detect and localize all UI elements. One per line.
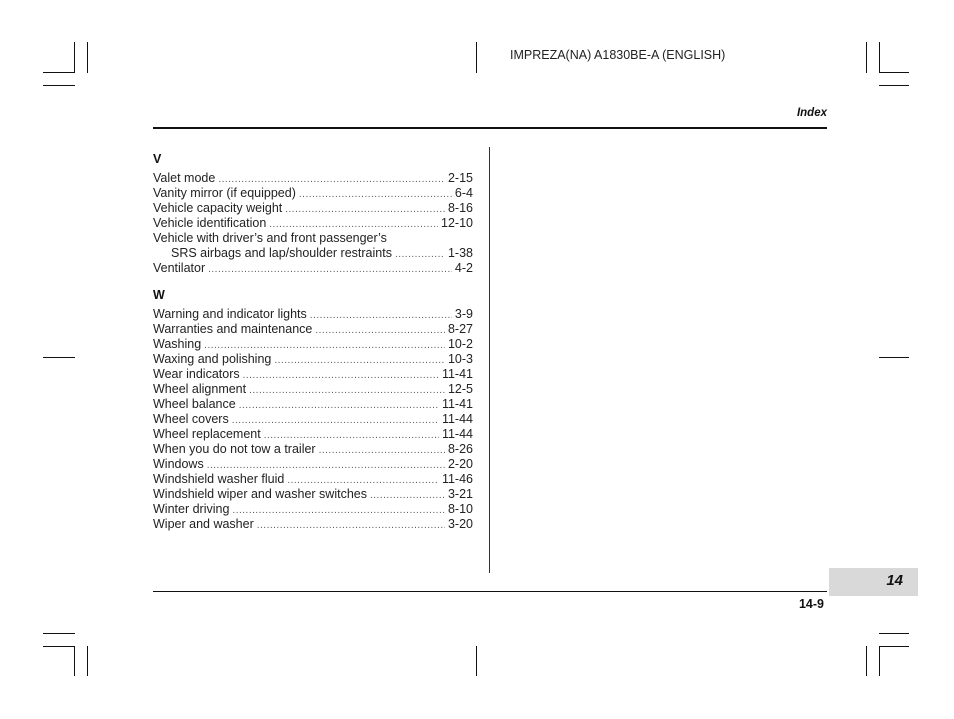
crop-mark — [74, 42, 75, 73]
index-entry — [153, 322, 473, 337]
index-page-ref: 1-38 — [447, 246, 473, 260]
crop-mark — [43, 646, 75, 647]
index-term: Windshield wiper and washer switches — [153, 487, 367, 501]
index-term: Washing — [153, 337, 202, 351]
index-term: Wiper and washer — [153, 517, 254, 531]
dot-leader — [208, 262, 452, 277]
index-term: Wheel replacement — [153, 427, 261, 441]
dot-leader — [274, 353, 445, 368]
dot-leader — [315, 323, 445, 338]
index-term: Waxing and polishing — [153, 352, 272, 366]
index-entry — [153, 216, 473, 231]
dot-leader — [269, 217, 438, 232]
index-page-ref: 3-9 — [454, 307, 473, 321]
index-entry — [153, 487, 473, 502]
index-entry — [153, 457, 473, 472]
index-page-ref: 8-26 — [447, 442, 473, 456]
index-term: Warranties and maintenance — [153, 322, 313, 336]
dot-leader — [232, 413, 439, 428]
index-page-ref: 3-21 — [447, 487, 473, 501]
index-entry — [153, 352, 473, 367]
index-page-ref: 11-41 — [441, 397, 473, 411]
index-term: Vehicle capacity weight — [153, 201, 283, 215]
index-page-ref: 8-27 — [447, 322, 473, 336]
crop-mark — [43, 357, 75, 358]
index-term: When you do not tow a trailer — [153, 442, 316, 456]
index-page-ref: 11-41 — [441, 367, 473, 381]
footer-rule — [153, 591, 827, 592]
index-page-ref: 12-5 — [447, 382, 473, 396]
index-entry — [153, 442, 473, 457]
index-entry — [153, 397, 473, 412]
dot-leader — [249, 383, 445, 398]
index-column — [153, 152, 473, 532]
dot-leader — [319, 443, 445, 458]
document-code: IMPREZA(NA) A1830BE-A (ENGLISH) — [510, 48, 726, 62]
index-entry — [153, 261, 473, 276]
dot-leader — [264, 428, 439, 443]
chapter-number: 14 — [886, 572, 903, 589]
dot-leader — [239, 398, 439, 413]
index-term: Wear indicators — [153, 367, 240, 381]
crop-mark — [476, 646, 477, 676]
index-page-ref: 6-4 — [454, 186, 473, 200]
index-term: Windows — [153, 457, 204, 471]
index-entry — [153, 517, 473, 532]
dot-leader — [207, 458, 445, 473]
index-term: Valet mode — [153, 171, 216, 185]
dot-leader — [370, 488, 445, 503]
dot-leader — [232, 503, 445, 518]
index-term: Vanity mirror (if equipped) — [153, 186, 296, 200]
index-entry — [153, 171, 473, 186]
index-term: Windshield washer fluid — [153, 472, 285, 486]
index-entry — [153, 367, 473, 382]
page-number: 14-9 — [798, 597, 824, 611]
index-term-continued: SRS airbags and lap/shoulder restraints — [171, 246, 392, 260]
index-entry — [153, 382, 473, 397]
crop-mark — [866, 42, 867, 73]
index-page-ref: 2-20 — [447, 457, 473, 471]
dot-leader — [287, 473, 439, 488]
index-entry — [153, 307, 473, 322]
index-letter-w: W — [153, 288, 165, 302]
crop-mark — [43, 72, 75, 73]
crop-mark — [879, 85, 909, 86]
index-page-ref: 4-2 — [454, 261, 473, 275]
index-page-ref: 11-46 — [441, 472, 473, 486]
index-term: Wheel covers — [153, 412, 229, 426]
chapter-tab — [829, 568, 918, 596]
dot-leader — [299, 187, 452, 202]
index-page-ref: 10-2 — [447, 337, 473, 351]
index-page-ref: 11-44 — [441, 427, 473, 441]
index-entry — [153, 427, 473, 442]
crop-mark — [43, 85, 75, 86]
crop-mark — [879, 646, 880, 676]
crop-mark — [74, 646, 75, 676]
index-term: Winter driving — [153, 502, 230, 516]
index-page-ref: 8-16 — [447, 201, 473, 215]
section-title: Index — [796, 107, 827, 119]
index-term: Ventilator — [153, 261, 206, 275]
index-page-ref: 11-44 — [441, 412, 473, 426]
crop-mark — [879, 357, 909, 358]
dot-leader — [310, 308, 452, 323]
crop-mark — [879, 72, 909, 73]
dot-leader — [285, 202, 445, 217]
crop-mark — [476, 42, 477, 73]
header-rule — [153, 127, 827, 129]
crop-mark — [879, 646, 909, 647]
index-page-ref: 8-10 — [447, 502, 473, 516]
dot-leader — [257, 518, 445, 533]
crop-mark — [866, 646, 867, 676]
index-page-ref: 12-10 — [441, 216, 473, 230]
dot-leader — [218, 172, 445, 187]
dot-leader — [204, 338, 445, 353]
index-entry — [153, 186, 473, 201]
index-term: Wheel alignment — [153, 382, 247, 396]
crop-mark — [87, 42, 88, 73]
crop-mark — [879, 633, 909, 634]
crop-mark — [87, 646, 88, 676]
index-term: Wheel balance — [153, 397, 236, 411]
column-divider — [489, 147, 490, 573]
index-entry — [153, 337, 473, 352]
index-term: Warning and indicator lights — [153, 307, 307, 321]
index-entry — [153, 472, 473, 487]
index-letter-v: V — [153, 152, 162, 166]
index-term: Vehicle with driver’s and front passenger’s — [153, 231, 387, 245]
index-page-ref: 2-15 — [447, 171, 473, 185]
crop-mark — [43, 633, 75, 634]
index-entry — [153, 246, 473, 261]
index-entry — [153, 201, 473, 216]
crop-mark — [879, 42, 880, 73]
index-entry — [153, 412, 473, 427]
index-page-ref: 3-20 — [447, 517, 473, 531]
index-term: Vehicle identification — [153, 216, 267, 230]
index-page-ref: 10-3 — [447, 352, 473, 366]
dot-leader — [395, 247, 445, 262]
index-entry — [153, 502, 473, 517]
dot-leader — [243, 368, 439, 383]
